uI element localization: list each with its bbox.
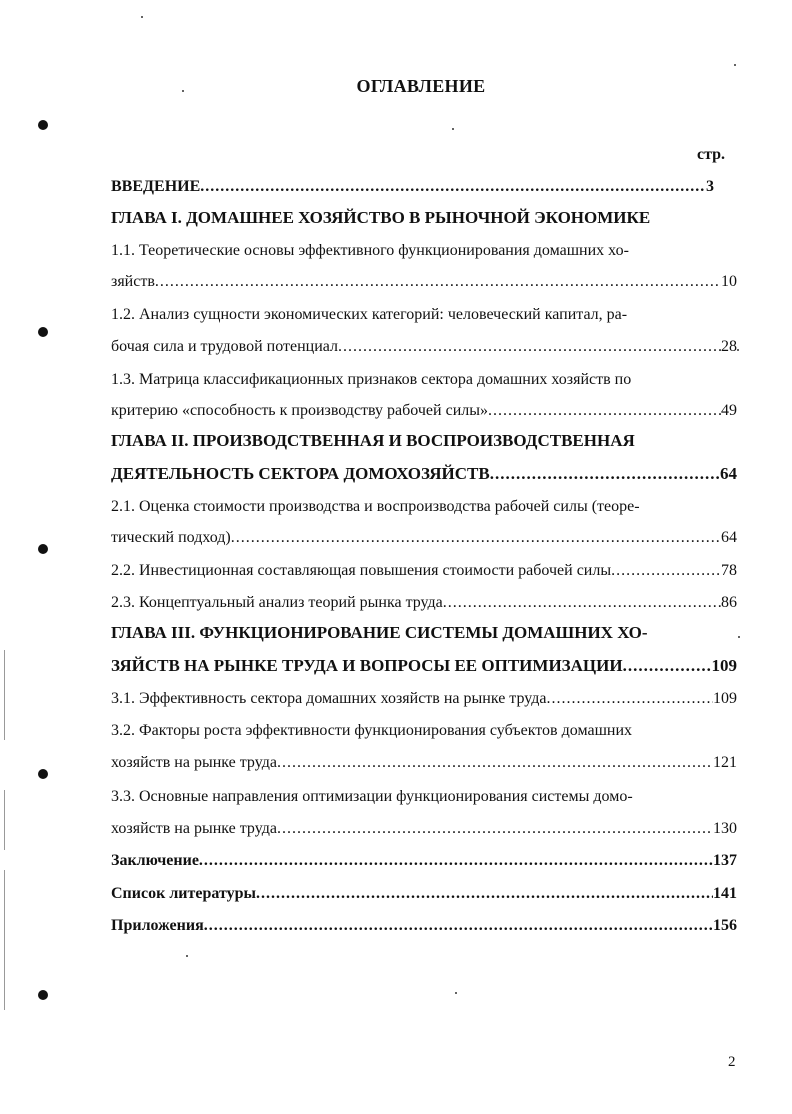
toc-entry-page: 3 xyxy=(706,178,714,195)
toc-chapter-1[interactable]: ГЛАВА I. ДОМАШНЕЕ ХОЗЯЙСТВО В РЫНОЧНОЙ ЭКОНОМИКЕ xyxy=(111,208,651,227)
toc-entry-text: ЗЯЙСТВ НА РЫНКЕ ТРУДА И ВОПРОСЫ ЕЕ ОПТИМИЗАЦИИ xyxy=(111,656,623,675)
leader-dots xyxy=(231,527,721,549)
toc-entry-2-3[interactable] xyxy=(111,592,737,614)
toc-entry-text: ВВЕДЕНИЕ xyxy=(111,178,201,195)
toc-entry-text: хозяйств на рынке труда xyxy=(111,820,277,837)
toc-entry-text: Приложения xyxy=(111,917,204,934)
toc-entry-text: 3.1. Эффективность сектора домашних хозяйств на рынке труда xyxy=(111,690,547,707)
toc-entry-page: 86 xyxy=(721,594,737,611)
toc-entry-3-1[interactable] xyxy=(111,688,737,710)
toc-entry-text: бочая сила и трудовой потенциал xyxy=(111,338,339,355)
leader-dots xyxy=(547,688,713,710)
toc-entry-text: Заключение xyxy=(111,852,199,869)
toc-entry-text: зяйств xyxy=(111,273,155,290)
toc-entry-2-2[interactable] xyxy=(111,560,737,582)
leader-dots xyxy=(611,560,721,582)
punch-hole xyxy=(38,544,48,554)
toc-title: ОГЛАВЛЕНИЕ xyxy=(356,76,486,96)
toc-entry-1-2-line2[interactable] xyxy=(111,336,737,358)
leader-dots xyxy=(204,915,713,937)
toc-entry-text: критерию «способность к производству рабочей силы» xyxy=(111,402,488,419)
punch-hole xyxy=(38,120,48,130)
page-number: 2 xyxy=(728,1054,736,1070)
toc-entry-text: тический подход) xyxy=(111,529,231,546)
scan-speck xyxy=(737,349,739,351)
scan-edge-mark xyxy=(4,870,5,1010)
toc-entry-page: 64 xyxy=(720,464,737,483)
toc-entry-page: 64 xyxy=(721,529,737,546)
scan-edge-mark xyxy=(4,650,5,740)
toc-entry-text: хозяйств на рынке труда xyxy=(111,754,277,771)
scan-speck xyxy=(455,992,457,994)
toc-entry-page: 109 xyxy=(711,656,737,675)
toc-entry-text: 2.2. Инвестиционная составляющая повышения стоимости рабочей силы xyxy=(111,562,612,579)
toc-chapter-3-line2[interactable] xyxy=(111,655,737,677)
toc-entry-page: 130 xyxy=(713,820,737,837)
toc-entry-page: 78 xyxy=(721,562,737,579)
leader-dots xyxy=(277,818,713,840)
toc-chapter-2-line1[interactable]: ГЛАВА II. ПРОИЗВОДСТВЕННАЯ И ВОСПРОИЗВОДСТВЕННАЯ xyxy=(111,431,635,450)
toc-entry-2-1-line2[interactable] xyxy=(111,527,737,549)
scan-speck xyxy=(182,90,184,92)
toc-entry-1-3-line1[interactable]: 1.3. Матрица классификационных признаков сектора домашних хозяйств по xyxy=(111,371,632,388)
toc-entry-page: 109 xyxy=(713,690,737,707)
punch-hole xyxy=(38,990,48,1000)
toc-entry-text: 2.3. Концептуальный анализ теорий рынка труда xyxy=(111,594,443,611)
leader-dots xyxy=(338,336,721,358)
toc-chapter-3-line1[interactable]: ГЛАВА III. ФУНКЦИОНИРОВАНИЕ СИСТЕМЫ ДОМАШНИХ ХО- xyxy=(111,623,648,642)
toc-entry-2-1-line1[interactable]: 2.1. Оценка стоимости производства и воспроизводства рабочей силы (теоре- xyxy=(111,498,640,515)
leader-dots xyxy=(488,400,721,422)
scan-speck xyxy=(452,128,454,130)
toc-entry-1-2-line1[interactable]: 1.2. Анализ сущности экономических категорий: человеческий капитал, ра- xyxy=(111,306,628,323)
toc-entry-text: Список литературы xyxy=(111,885,256,902)
toc-entry-3-2-line2[interactable] xyxy=(111,752,737,774)
toc-entry-3-3-line2[interactable] xyxy=(111,818,737,840)
toc-entry-text: ДЕЯТЕЛЬНОСТЬ СЕКТОРА ДОМОХОЗЯЙСТВ xyxy=(111,464,490,483)
toc-entry-conclusion[interactable] xyxy=(111,850,737,872)
scan-edge-mark xyxy=(4,790,5,850)
leader-dots xyxy=(200,176,706,198)
leader-dots xyxy=(199,850,713,872)
punch-hole xyxy=(38,327,48,337)
toc-entry-page: 121 xyxy=(713,754,737,771)
leader-dots xyxy=(443,592,721,614)
toc-entry-appendices[interactable] xyxy=(111,915,737,937)
scan-speck xyxy=(186,955,188,957)
scan-speck xyxy=(734,64,736,66)
leader-dots xyxy=(623,655,712,677)
toc-entry-page: 156 xyxy=(713,917,737,934)
toc-entry-1-3-line2[interactable] xyxy=(111,400,737,422)
toc-entry-page: 10 xyxy=(721,273,737,290)
toc-entry-references[interactable] xyxy=(111,883,737,905)
toc-entry-1-1-line2[interactable] xyxy=(111,271,737,293)
toc-entry-intro[interactable] xyxy=(111,176,714,198)
toc-chapter-2-line2[interactable] xyxy=(111,463,737,485)
toc-entry-3-3-line1[interactable]: 3.3. Основные направления оптимизации функционирования системы домо- xyxy=(111,788,633,805)
toc-entry-page: 49 xyxy=(721,402,737,419)
leader-dots xyxy=(155,271,721,293)
toc-entry-page: 28 xyxy=(721,338,737,355)
leader-dots xyxy=(490,463,720,485)
page-column-label: стр. xyxy=(697,146,726,163)
punch-hole xyxy=(38,769,48,779)
toc-entry-page: 141 xyxy=(713,885,737,902)
leader-dots xyxy=(277,752,713,774)
toc-entry-page: 137 xyxy=(713,852,737,869)
toc-entry-1-1-line1[interactable]: 1.1. Теоретические основы эффективного функционирования домашних хо- xyxy=(111,242,629,259)
scan-speck xyxy=(738,636,740,638)
leader-dots xyxy=(256,883,713,905)
toc-entry-3-2-line1[interactable]: 3.2. Факторы роста эффективности функционирования субъектов домашних xyxy=(111,722,633,739)
scan-speck xyxy=(141,16,143,18)
